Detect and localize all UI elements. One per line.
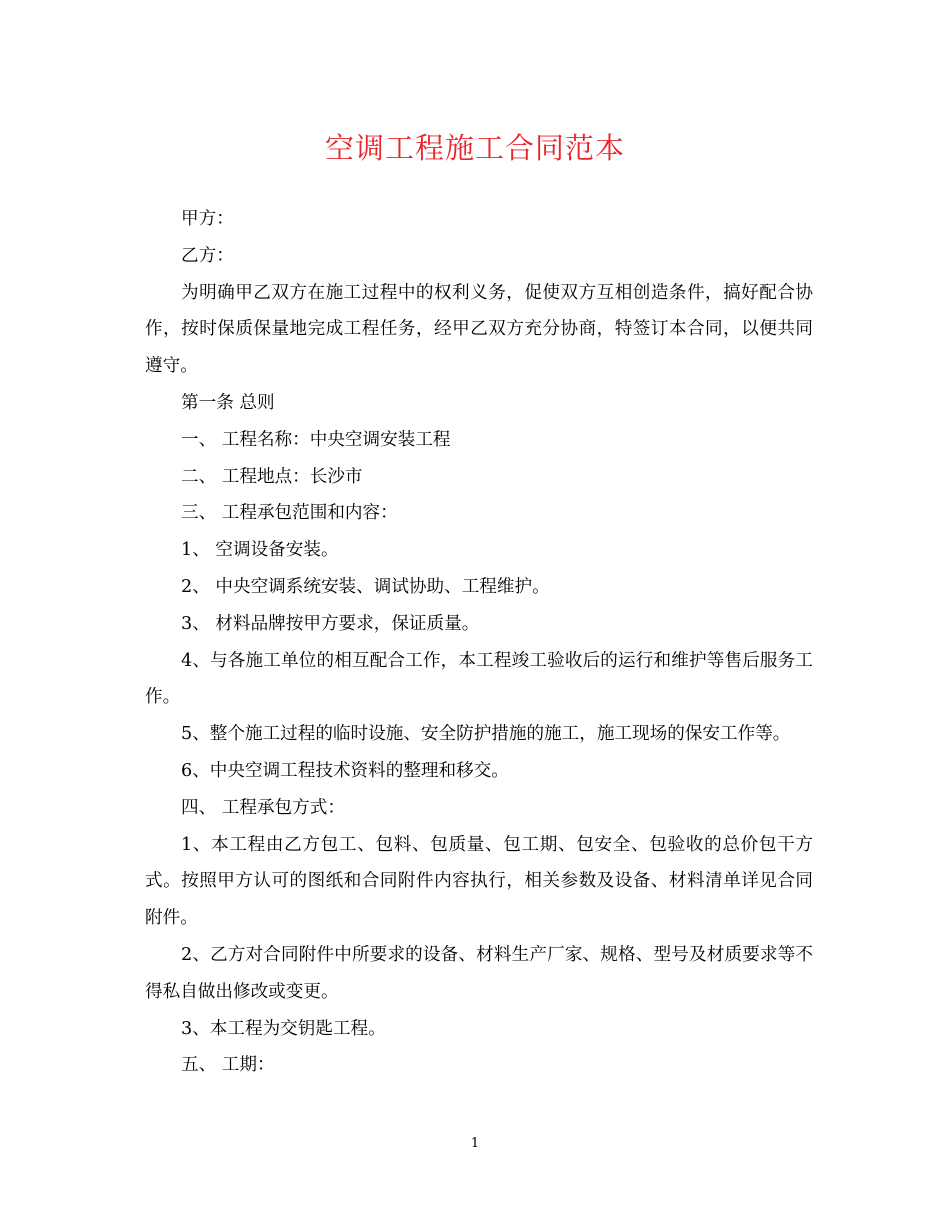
paragraph-scope-item: 1、 空调设备安装。 <box>181 540 339 561</box>
paragraph-duration-heading: 五、 工期： <box>181 1055 275 1076</box>
paragraph-scope-item: 6、中央空调工程技术资料的整理和移交。 <box>181 760 509 781</box>
page-number: 1 <box>470 1136 480 1151</box>
paragraph-article-1-heading: 第一条 总则 <box>181 392 275 413</box>
paragraph-scope-item: 2、 中央空调系统安装、调试协助、工程维护。 <box>181 576 550 597</box>
document-body <box>145 201 813 1084</box>
paragraph-scope-heading: 三、 工程承包范围和内容： <box>181 503 398 524</box>
paragraph-scope-item: 5、整个施工过程的临时设施、安全防护措施的施工，施工现场的保安工作等。 <box>181 724 791 745</box>
paragraph-party-b: 乙方： <box>181 245 234 266</box>
paragraph-party-a: 甲方： <box>181 209 234 229</box>
paragraph-project-name: 一、 工程名称：中央空调安装工程 <box>181 429 451 450</box>
paragraph-project-location: 二、 工程地点：长沙市 <box>181 466 363 487</box>
paragraph-contract-method-heading: 四、 工程承包方式： <box>181 797 345 818</box>
document-title: 空调工程施工合同范本 <box>324 131 625 165</box>
paragraph-method-item: 2、乙方对合同附件中所要求的设备、材料生产厂家、规格、型号及材质要求等不得私自做出修改或变更。 <box>145 944 813 1002</box>
paragraph-scope-item: 4、与各施工单位的相互配合工作，本工程竣工验收后的运行和维护等售后服务工作。 <box>145 650 813 708</box>
paragraph-preamble: 为明确甲乙双方在施工过程中的权利义务，促使双方互相创造条件，搞好配合协作，按时保质保量地完成工程任务，经甲乙双方充分协商，特签订本合同，以便共同遵守。 <box>145 282 813 377</box>
paragraph-method-item: 1、本工程由乙方包工、包料、包质量、包工期、包安全、包验收的总价包干方式。按照甲方认可的图纸和合同附件内容执行，相关参数及设备、材料清单详见合同附件。 <box>145 834 813 929</box>
paragraph-scope-item: 3、 材料品牌按甲方要求，保证质量。 <box>181 613 480 634</box>
paragraph-method-item: 3、本工程为交钥匙工程。 <box>181 1018 386 1039</box>
